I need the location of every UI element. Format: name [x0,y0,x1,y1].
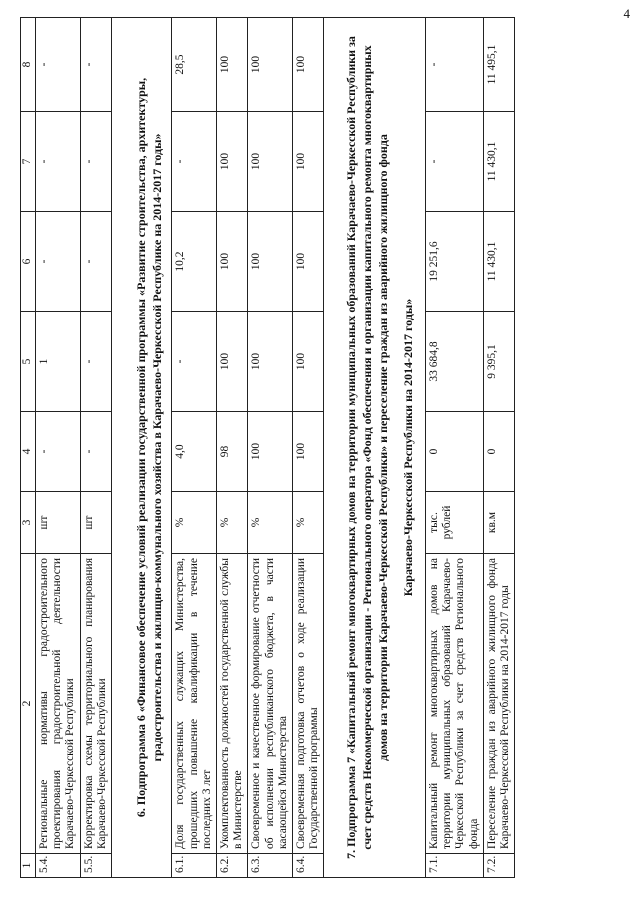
value-cell: 100 [216,212,247,312]
col-header-3: 3 [21,492,36,554]
value-cell: - [172,112,217,212]
section-7-heading [324,18,425,878]
row-number: 6.2. [216,854,247,878]
value-cell: 19 251,6 [425,212,483,312]
col-header-5: 5 [21,312,36,412]
unit-cell: % [248,492,293,554]
value-cell: - [36,112,81,212]
value-cell: 0 [483,412,514,492]
value-cell: 28,5 [172,18,217,112]
value-cell: 100 [248,312,293,412]
indicator-name: Региональные нормативы градостроительного проектирования градостроительной деятельности Карачаево-Черкесской Республики [36,554,81,854]
table-row [80,18,111,878]
value-cell: 9 395,1 [483,312,514,412]
value-cell: 11 430,1 [483,112,514,212]
value-cell: 100 [293,212,324,312]
row-number: 7.2. [483,854,514,878]
unit-cell: кв.м [483,492,514,554]
unit-cell: % [172,492,217,554]
value-cell: - [36,412,81,492]
table-row [216,18,247,878]
value-cell: 100 [293,412,324,492]
row-number: 5.4. [36,854,81,878]
value-cell: - [172,312,217,412]
unit-cell: шт [80,492,111,554]
table-row [293,18,324,878]
value-cell: - [80,412,111,492]
indicator-name: Своевременная подготовка отчетов о ходе реализации Государственной программы [293,554,324,854]
value-cell: - [80,112,111,212]
col-header-6: 6 [21,212,36,312]
indicator-name: Своевременное и качественное формирование отчетности об исполнении республиканского бюджета, в части касающейся Министерства [248,554,293,854]
value-cell: 11 495,1 [483,18,514,112]
header-row [21,18,36,878]
section-7-heading-row [324,18,425,878]
section-7-subtitle: Карачаево-Черкесской Республики на 2014-2017 годы» [401,298,416,597]
value-cell: 1 [36,312,81,412]
unit-cell: % [216,492,247,554]
value-cell: 10,2 [172,212,217,312]
unit-cell: шт [36,492,81,554]
value-cell: 11 430,1 [483,212,514,312]
value-cell: 100 [248,112,293,212]
value-cell: 0 [425,412,483,492]
value-cell: - [80,212,111,312]
value-cell: - [80,312,111,412]
indicator-name: Корректировка схемы территориального планирования Карачаево-Черкесской Республики [80,554,111,854]
row-number: 6.1. [172,854,217,878]
value-cell: - [425,18,483,112]
section-7-title: 7. Подпрограмма 7 «Капитальный ремонт многоквартирных домов на территории муниципальных образований Карачаево-Черкесской Республики за счет средств Некоммерческой организации - Регионального оператора «Фонд обеспечения и организации капитального ремонта многоквартирных домов на территории Карачаево-Черкесской Республики» и переселение граждан из аварийного жилищного фонда [344,36,390,859]
section-6-heading-row [112,18,172,878]
value-cell: 33 684,8 [425,312,483,412]
indicator-name: Доля государственных служащих Министерства, прошедших повышение квалификации в течение последних 3 лет [172,554,217,854]
table-row [425,18,483,878]
col-header-1: 1 [21,854,36,878]
col-header-2: 2 [21,554,36,854]
value-cell: 100 [216,18,247,112]
indicator-name: Переселение граждан из аварийного жилищного фонда Карачаево-Черкесской Республики на 2014-2017 годы [483,554,514,854]
row-number: 6.3. [248,854,293,878]
value-cell: 100 [248,212,293,312]
value-cell: 98 [216,412,247,492]
value-cell: - [36,18,81,112]
rotated-table-page [20,18,620,878]
indicator-name: Капитальный ремонт многоквартирных домов на территории муниципальных образований Карачаево-Черкесской Республики за счет средств Регионального фонда [425,554,483,854]
table-row [36,18,81,878]
section-6-title: 6. Подпрограмма 6 «Финансовое обеспечение условий реализации государственной программы «Развитие строительства, архитектуры, градостроительства и жилищно-коммунального хозяйства в Карачаево-Черкесской Республике на 2014-2017 годы» [112,18,172,878]
col-header-4: 4 [21,412,36,492]
row-number: 6.4. [293,854,324,878]
col-header-7: 7 [21,112,36,212]
row-number: 5.5. [80,854,111,878]
unit-cell: % [293,492,324,554]
table-row [248,18,293,878]
unit-cell: тыс. рублей [425,492,483,554]
value-cell: 100 [216,312,247,412]
value-cell: 100 [248,18,293,112]
row-number: 7.1. [425,854,483,878]
col-header-8: 8 [21,18,36,112]
value-cell: 100 [293,112,324,212]
value-cell: 100 [293,18,324,112]
table-row [172,18,217,878]
indicators-table [20,17,515,878]
value-cell: - [80,18,111,112]
value-cell: 100 [216,112,247,212]
value-cell: - [425,112,483,212]
value-cell: 100 [248,412,293,492]
page-number: 4 [623,6,630,21]
value-cell: - [36,212,81,312]
value-cell: 100 [293,312,324,412]
value-cell: 4,0 [172,412,217,492]
table-row [483,18,514,878]
indicator-name: Укомплектованность должностей государственной службы в Министерстве [216,554,247,854]
